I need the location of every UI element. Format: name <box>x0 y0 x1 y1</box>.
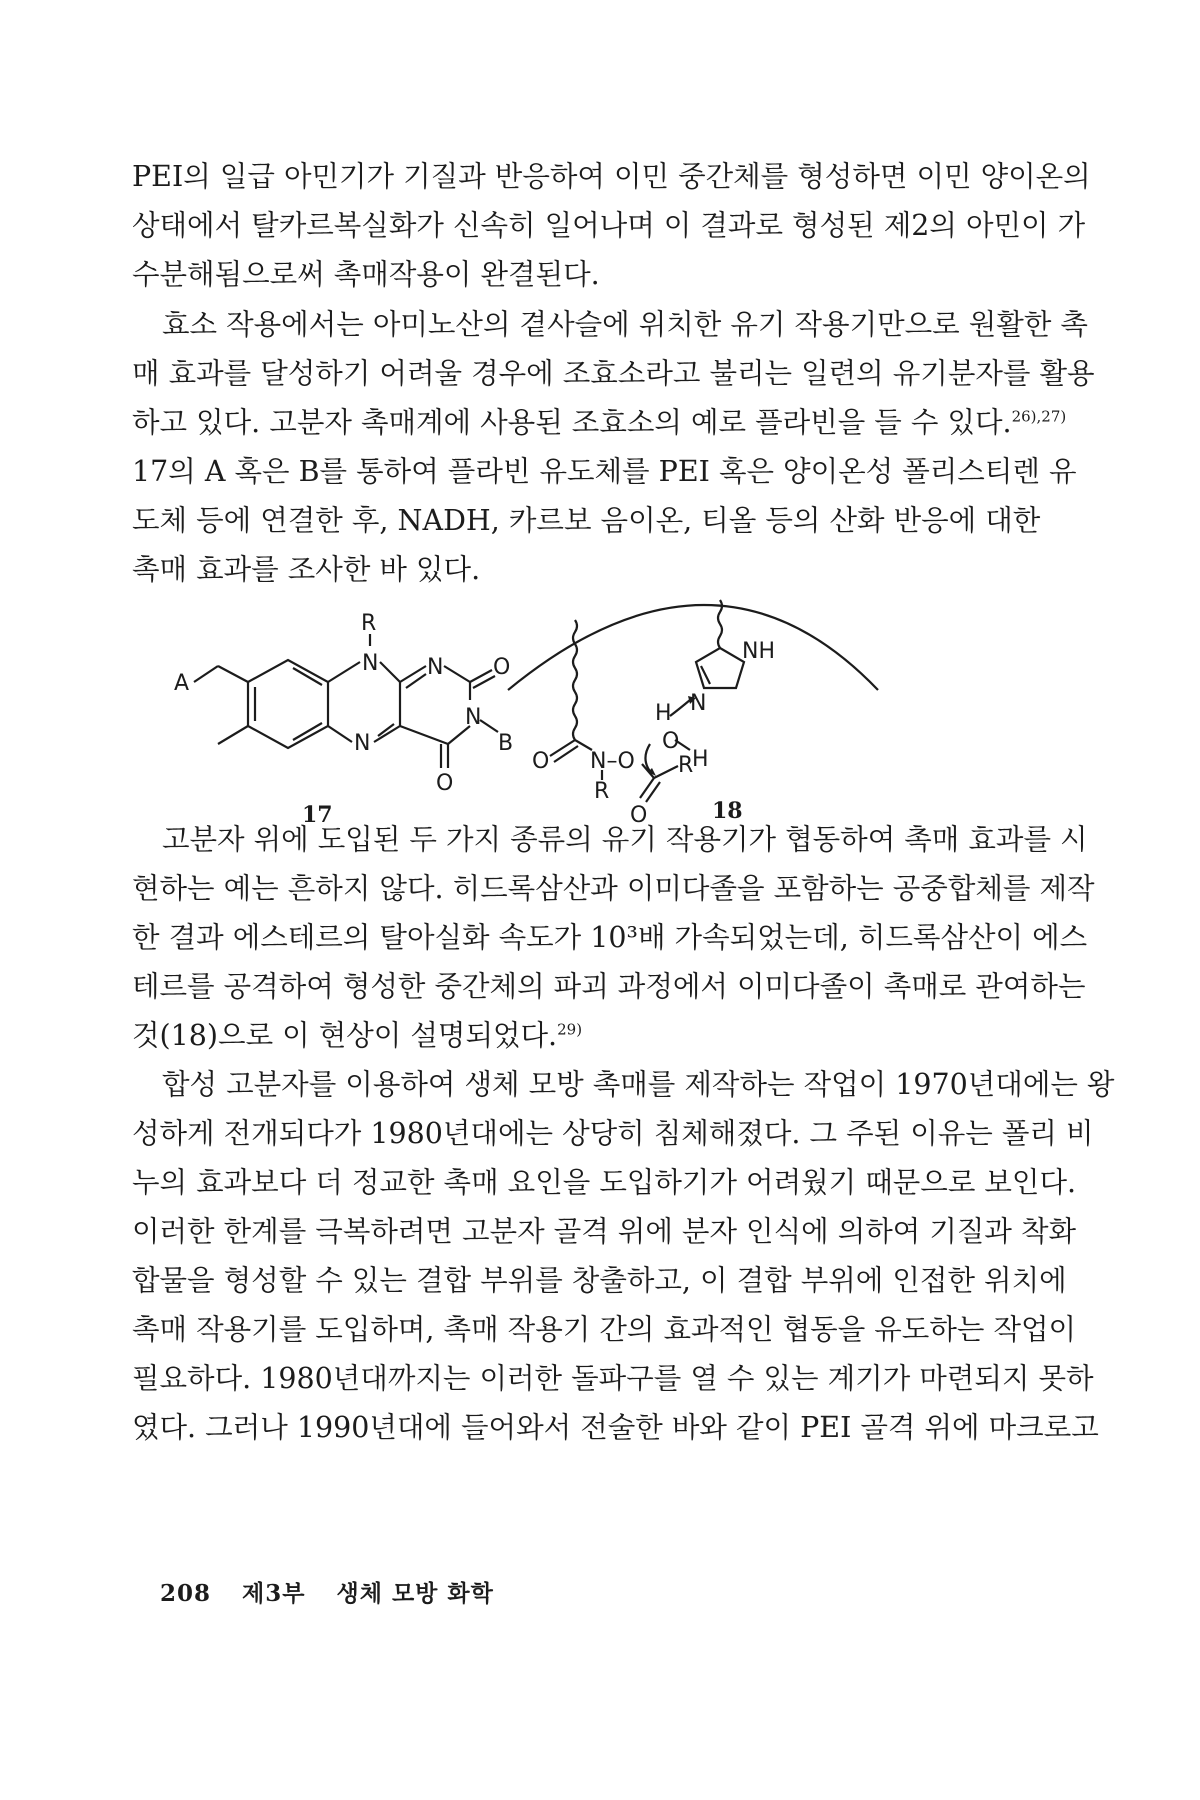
benzene-ring <box>248 660 328 748</box>
text-line: 필요하다. 1980년대까지는 이러한 돌파구를 열 수 있는 계기가 마련되지 못하 <box>132 1362 1094 1395</box>
reference-marker: 29) <box>557 1020 583 1039</box>
text-segment: 하고 있다. 고분자 촉매계에 사용된 조효소의 예로 플라빈을 들 수 있다. <box>132 406 1012 439</box>
atom-label-o: O <box>532 749 550 774</box>
compound-number-17: 17 <box>302 802 333 828</box>
part-label: 제3부 <box>242 1580 306 1607</box>
atom-label-o: O <box>493 655 511 680</box>
text-line: 상태에서 탈카르복실화가 신속히 일어나며 이 결과로 형성된 제2의 아민이 가 <box>132 209 1086 242</box>
text-line: 이러한 한계를 극복하려면 고분자 골격 위에 분자 인식에 의하여 기질과 착화 <box>132 1215 1077 1248</box>
text-line: 매 효과를 달성하기 어려울 경우에 조효소라고 불리는 일련의 유기분자를 활용 <box>132 357 1095 390</box>
paragraph-2 <box>132 300 1095 594</box>
atom-label-n: N <box>362 651 379 676</box>
atom-label-n: N <box>690 691 707 716</box>
text-line: 성하게 전개되다가 1980년대에는 상당히 침체해졌다. 그 주된 이유는 폴리 비 <box>132 1117 1094 1150</box>
text-line: 고분자 위에 도입된 두 가지 종류의 유기 작용기가 협동하여 촉매 효과를 시 <box>162 823 1088 856</box>
atom-label-n: N <box>354 731 371 756</box>
text-line: 누의 효과보다 더 정교한 촉매 요인을 도입하기가 어려웠기 때문으로 보인다. <box>132 1166 1077 1199</box>
book-section-title: 생체 모방 화학 <box>336 1580 494 1607</box>
atom-label-r: R <box>361 611 377 636</box>
atom-label-h: H <box>692 747 709 772</box>
text-line: 한 결과 에스테르의 탈아실화 속도가 10³배 가속되었는데, 히드록삼산이 에스 <box>132 921 1088 954</box>
text-line: 합물을 형성할 수 있는 결합 부위를 창출하고, 이 결합 부위에 인접한 위치에 <box>132 1264 1067 1297</box>
atom-label-b: B <box>498 731 514 756</box>
reference-marker: 26),27) <box>1011 407 1067 426</box>
text-line: 17의 A 혹은 B를 통하여 플라빈 유도체를 PEI 혹은 양이온성 폴리스티렌 유 <box>132 455 1077 488</box>
atom-label-n: N <box>427 655 444 680</box>
text-line-with-ref <box>132 1011 1032 1060</box>
text-line: 였다. 그러나 1990년대에 들어와서 전술한 바와 같이 PEI 골격 위에 마크로고 <box>132 1411 1099 1444</box>
atom-label-o: O <box>630 803 648 828</box>
text-line-with-ref <box>132 398 1067 447</box>
page-number: 208 <box>160 1580 212 1607</box>
curved-arrow <box>670 700 690 716</box>
text-line: 현하는 예는 흔하지 않다. 히드록삼산과 이미다졸을 포함하는 공중합체를 제작 <box>132 872 1095 905</box>
paragraph-4 <box>132 1060 1115 1452</box>
atom-label-r: R <box>678 753 694 778</box>
text-line: 촉매 작용기를 도입하며, 촉매 작용기 간의 효과적인 협동을 유도하는 작업이 <box>132 1313 1077 1346</box>
wavy-linker <box>573 620 577 740</box>
page-footer <box>160 1575 516 1608</box>
text-line: 수분해됨으로써 촉매작용이 완결된다. <box>132 258 600 291</box>
polymer-backbone-arc <box>508 605 878 690</box>
atom-label-o: O <box>436 771 454 796</box>
paragraph-3 <box>132 815 1095 1060</box>
atom-label-o: O <box>662 729 680 754</box>
text-line: 합성 고분자를 이용하여 생체 모방 촉매를 제작하는 작업이 1970년대에는 왕 <box>162 1068 1115 1101</box>
atom-label-a: A <box>174 671 190 696</box>
text-segment: 것(18)으로 이 현상이 설명되었다. <box>132 1019 558 1052</box>
atom-label-r: R <box>594 779 610 804</box>
atom-label-nh: NH <box>742 639 775 664</box>
compound-number-18: 18 <box>712 798 743 824</box>
text-line: PEI의 일급 아민기가 기질과 반응하여 이민 중간체를 형성하면 이민 양이온의 <box>132 160 1091 193</box>
text-line: 테르를 공격하여 형성한 중간체의 파괴 과정에서 이미다졸이 촉매로 관여하는 <box>132 970 1086 1003</box>
text-line: 도체 등에 연결한 후, NADH, 카르보 음이온, 티올 등의 산화 반응에 대한 <box>132 504 1041 537</box>
paragraph-1 <box>132 152 1091 299</box>
text-line: 효소 작용에서는 아미노산의 곁사슬에 위치한 유기 작용기만으로 원활한 촉 <box>162 308 1088 341</box>
wavy-linker <box>718 600 722 648</box>
atom-label-n-o: N–O <box>590 749 635 774</box>
text-line: 촉매 효과를 조사한 바 있다. <box>132 553 481 586</box>
atom-label-h: H <box>655 701 672 726</box>
atom-label-n: N <box>465 705 482 730</box>
